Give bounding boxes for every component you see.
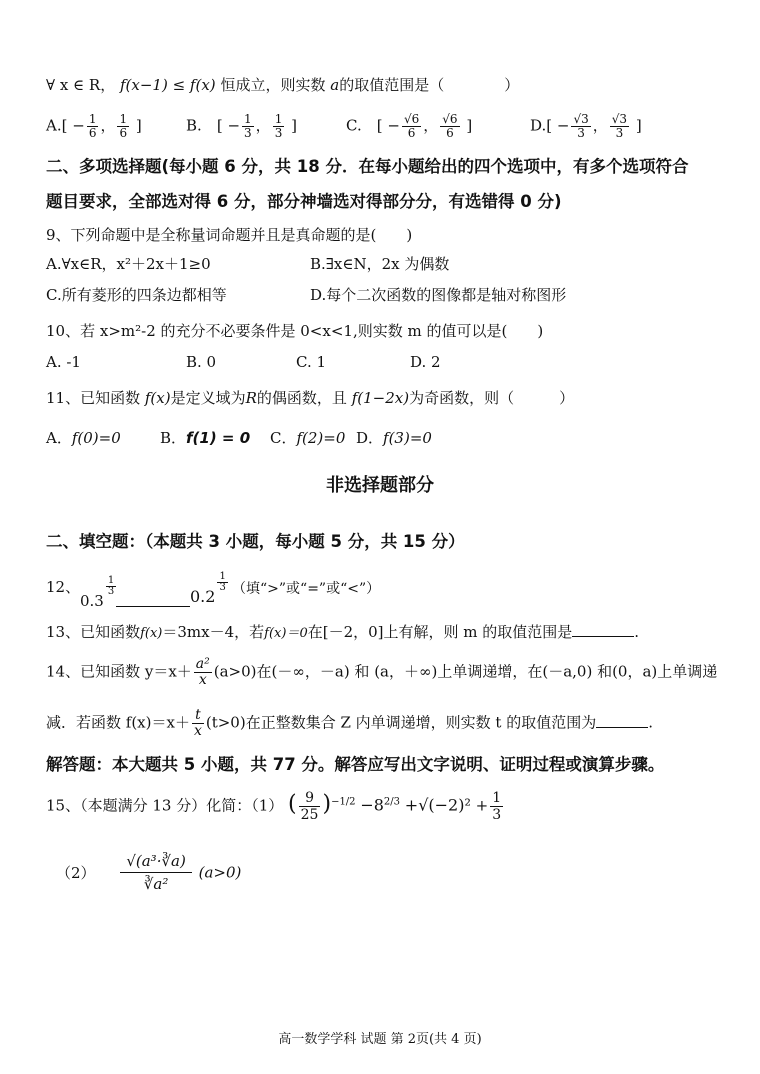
q12-expr2: 0.2 $\frac{1}{3}$ [190, 571, 226, 606]
q15-part2: （2） $\frac{\text{√(a³·∛a)}}{\text{∛a²}}$ (a>0) [56, 852, 242, 893]
q15-part1: 15、（本题满分 13 分）化简：（1） ( $\frac{9}{25}$ )$^{-1/2} -8^{2/3} +√(-2)^2$ + $\frac{1}{3}$ [46, 790, 502, 823]
q8-var: a [330, 76, 340, 94]
q9-stem: 9、下列命题中是全称量词命题并且是真命题的是( ) [46, 226, 413, 244]
section-fill: 二、填空题：（本题共 3 小题，每小题 5 分，共 15 分） [46, 532, 465, 551]
q14-line1: 14、已知函数 y＝x＋ $\frac{\text{a²}}{x}$ (a>0)在(－∞，－a) 和 (a，＋∞)上单调递增，在(－a,0) 和(0，a)上单调递 [46, 656, 718, 688]
q8-prefix: ∀ x ∈ R， [46, 76, 116, 94]
q12-expr1: 0.3 $\frac{1}{3}$ [80, 575, 115, 610]
section-multi-line1: 二、多项选择题(每小题 6 分，共 18 分．在每小题给出的四个选项中，有多个选项符合 [46, 157, 689, 176]
q12: 12、 0.3 $\frac{1}{3}$ 0.2 $\frac{1}{3}$ （填“>”或“=”或“<”） [46, 571, 381, 610]
q12-answer-blank[interactable] [116, 606, 190, 607]
q12-note: （填“>”或“=”或“<”） [232, 581, 381, 597]
q11-R: R [245, 389, 257, 407]
q9-option-b[interactable]: B.∃x∈N，2x 为偶数 [310, 255, 450, 273]
q8-stem [46, 74, 519, 95]
q8-suffix: 恒成立，则实数 [220, 76, 326, 94]
q13: 13、已知函数f(x)＝3mx－4，若f(x)＝0在[－2，0]上有解，则 m 的取值范围是 . [46, 623, 640, 641]
q10-option-b[interactable]: B. 0 [186, 353, 217, 371]
q9-option-d[interactable]: D.每个二次函数的图像都是轴对称图形 [310, 286, 567, 304]
part-title: 非选择题部分 [326, 475, 434, 496]
q10-option-d[interactable]: D. 2 [410, 353, 441, 371]
q14-answer-blank[interactable] [596, 727, 648, 728]
q13-answer-blank[interactable] [572, 636, 634, 637]
q10-stem: 10、若 x>m²-2 的充分不必要条件是 0<x<1,则实数 m 的值可以是( ) [46, 322, 544, 340]
q8-expression: f(x−1) ≤ f(x) [120, 76, 216, 94]
q9-option-a[interactable]: A.∀x∈R，x²＋2x＋1≥0 [46, 255, 211, 273]
q10-option-c[interactable]: C. 1 [296, 353, 327, 371]
q11-stem: 11、已知函数 f(x)是定义域为R的偶函数，且 f(1−2x)为奇函数，则（ ） [46, 389, 575, 407]
q11-option-a[interactable]: A．f(0)=0 [46, 429, 121, 447]
page-footer: 高一数学学科 试题 第 2页(共 4 页) [278, 1032, 482, 1047]
q8-option-a[interactable]: A.[ − $\frac{1}{6}$ ， $\frac{1}{6}$ ] [46, 112, 142, 140]
q11-option-d[interactable]: D．f(3)=0 [356, 429, 432, 447]
q10-option-a[interactable]: A. -1 [46, 353, 81, 371]
q11-f12x: f(1−2x) [351, 389, 410, 407]
section-multi-line2: 题目要求，全部选对得 6 分，部分神墙选对得部分分，有选错得 0 分) [46, 192, 562, 211]
q8-end: 的取值范围是（ ） [339, 76, 520, 94]
q9-option-c[interactable]: C.所有菱形的四条边都相等 [46, 286, 227, 304]
q14-line2: 减．若函数 f(x)＝x＋ $\frac{t}{x}$ (t>0)在正整数集合 Z 内单调递增，则实数 t 的取值范围为 . [46, 707, 654, 739]
q8-option-b[interactable]: B. [ − $\frac{1}{3}$ ， $\frac{1}{3}$ ] [186, 112, 297, 140]
q11-option-b[interactable]: B．f(1) = 0 [160, 429, 251, 447]
section-answer: 解答题：本大题共 5 小题，共 77 分。解答应写出文字说明、证明过程或演算步骤。 [46, 755, 665, 774]
q11-fx: f(x) [144, 389, 171, 407]
q8-option-c[interactable]: C. [ − $\frac{√6}{6}$ ， $\frac{√6}{6}$ ] [346, 112, 473, 140]
q8-option-d[interactable]: D.[ − $\frac{√3}{3}$ ， $\frac{√3}{3}$ ] [530, 112, 642, 140]
q11-option-c[interactable]: C．f(2)=0 [270, 429, 346, 447]
